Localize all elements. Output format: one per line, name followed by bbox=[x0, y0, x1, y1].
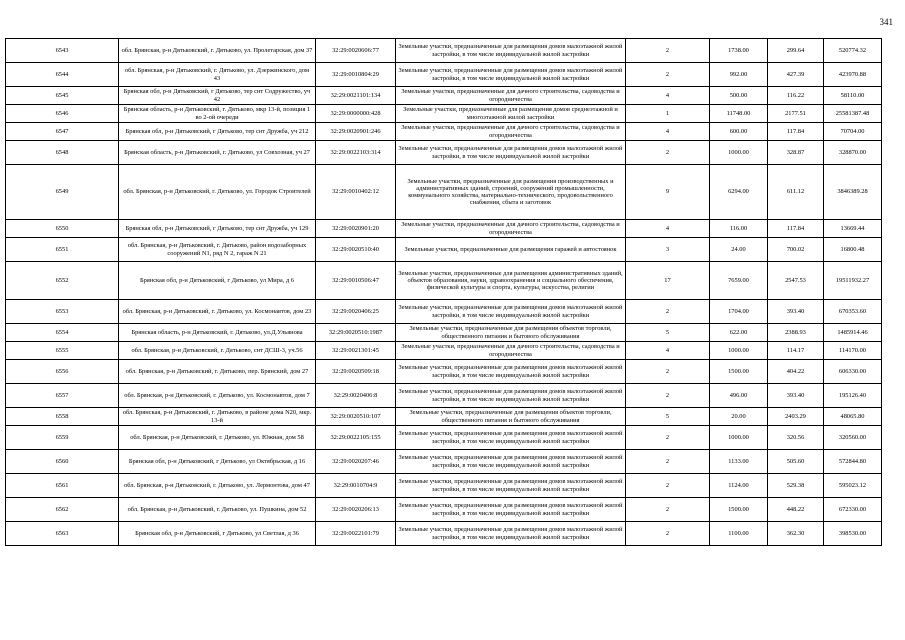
cell-area: 1000.00 bbox=[710, 426, 768, 450]
cell-cadastral-value: 48065.80 bbox=[824, 408, 882, 426]
cell-address: обл. Брянская, р-н Дятьковский, г. Дятьково, снт ДСШ-3, уч.56 bbox=[119, 342, 316, 360]
cell-group: 4 bbox=[626, 123, 710, 141]
cell-cadastral-value: 70704.00 bbox=[824, 123, 882, 141]
cell-specific-value: 404.22 bbox=[768, 360, 824, 384]
cell-cadastral-number: 32:29:0010506:47 bbox=[316, 262, 396, 300]
table-row bbox=[6, 522, 882, 546]
cell-area: 622.00 bbox=[710, 324, 768, 342]
cell-cadastral-value: 398530.00 bbox=[824, 522, 882, 546]
cell-cadastral-value: 58110.00 bbox=[824, 87, 882, 105]
table-row bbox=[6, 63, 882, 87]
cell-land-purpose: Земельные участки, предназначенные для дачного строительства, садоводства и огородничества bbox=[396, 87, 626, 105]
table-row bbox=[6, 384, 882, 408]
cell-group: 2 bbox=[626, 63, 710, 87]
cell-area: 992.00 bbox=[710, 63, 768, 87]
cell-specific-value: 448.22 bbox=[768, 498, 824, 522]
cell-area: 496.00 bbox=[710, 384, 768, 408]
cell-specific-value: 328.87 bbox=[768, 141, 824, 165]
cell-specific-value: 2547.53 bbox=[768, 262, 824, 300]
cell-specific-value: 117.84 bbox=[768, 220, 824, 238]
cell-group: 2 bbox=[626, 39, 710, 63]
cell-group: 2 bbox=[626, 474, 710, 498]
cell-specific-value: 427.39 bbox=[768, 63, 824, 87]
cell-cadastral-value: 19511932.27 bbox=[824, 262, 882, 300]
cell-cadastral-number: 32:29:0020901:246 bbox=[316, 123, 396, 141]
cell-cadastral-number: 32:29:0020406:8 bbox=[316, 384, 396, 408]
cell-area: 1500.00 bbox=[710, 360, 768, 384]
cell-id: 6554 bbox=[6, 324, 119, 342]
cell-group: 2 bbox=[626, 522, 710, 546]
cell-area: 6294.00 bbox=[710, 165, 768, 220]
cell-specific-value: 700.02 bbox=[768, 238, 824, 262]
table-row bbox=[6, 426, 882, 450]
cell-address: обл. Брянская, р-н Дятьковский, г. Дятьково, ул. Пролетарская, дом 37 bbox=[119, 39, 316, 63]
cell-land-purpose: Земельные участки, предназначенные для размещения гаражей и автостоянок bbox=[396, 238, 626, 262]
cell-address: обл. Брянская, р-н Дятьковский, г. Дятьково, пер. Брянский, дом 27 bbox=[119, 360, 316, 384]
cell-cadastral-number: 32:29:0020510:107 bbox=[316, 408, 396, 426]
cell-area: 1133.00 bbox=[710, 450, 768, 474]
cell-specific-value: 505.60 bbox=[768, 450, 824, 474]
cell-land-purpose: Земельные участки, предназначенные для размещения домов малоэтажной жилой застройки, в том числе индивидуальной жилой застройки bbox=[396, 63, 626, 87]
cell-specific-value: 2177.51 bbox=[768, 105, 824, 123]
table-row bbox=[6, 342, 882, 360]
cell-address: обл. Брянская, р-н Дятьковский, г. Дятьково, ул. Городок Строителей bbox=[119, 165, 316, 220]
cell-land-purpose: Земельные участки, предназначенные для размещения объектов торговли, общественного питания и бытового обслуживания bbox=[396, 324, 626, 342]
cell-cadastral-value: 423970.88 bbox=[824, 63, 882, 87]
cell-area: 7659.00 bbox=[710, 262, 768, 300]
cell-area: 20.00 bbox=[710, 408, 768, 426]
cell-cadastral-number: 32:29:0010402:12 bbox=[316, 165, 396, 220]
cell-area: 600.00 bbox=[710, 123, 768, 141]
cell-group: 5 bbox=[626, 408, 710, 426]
cell-address: обл. Брянская, р-н Дятьковский, г. Дятьково, ул. Южная, дом 58 bbox=[119, 426, 316, 450]
cell-specific-value: 611.12 bbox=[768, 165, 824, 220]
cell-land-purpose: Земельные участки, предназначенные для размещения домов малоэтажной жилой застройки, в том числе индивидуальной жилой застройки bbox=[396, 474, 626, 498]
cell-cadastral-number: 32:29:0022101:79 bbox=[316, 522, 396, 546]
cell-cadastral-number: 32:29:0020606:77 bbox=[316, 39, 396, 63]
cell-address: Брянская область, р-н Дятьковский, г. Дятьково, мкр 13-й, позиция 1 во 2-ой очереди bbox=[119, 105, 316, 123]
cell-specific-value: 393.40 bbox=[768, 300, 824, 324]
cell-group: 4 bbox=[626, 87, 710, 105]
cell-id: 6551 bbox=[6, 238, 119, 262]
table-body bbox=[6, 39, 882, 546]
cell-id: 6550 bbox=[6, 220, 119, 238]
table-row bbox=[6, 450, 882, 474]
cell-land-purpose: Земельные участки, предназначенные для дачного строительства, садоводства и огородничества bbox=[396, 123, 626, 141]
cell-land-purpose: Земельные участки, предназначенные для размещения объектов торговли, общественного питания и бытового обслуживания bbox=[396, 408, 626, 426]
cell-cadastral-number: 32:29:0020509:18 bbox=[316, 360, 396, 384]
cell-id: 6549 bbox=[6, 165, 119, 220]
cell-id: 6545 bbox=[6, 87, 119, 105]
cell-specific-value: 116.22 bbox=[768, 87, 824, 105]
cell-id: 6544 bbox=[6, 63, 119, 87]
cell-land-purpose: Земельные участки, предназначенные для размещения домов малоэтажной жилой застройки, в том числе индивидуальной жилой застройки bbox=[396, 360, 626, 384]
cell-cadastral-value: 572844.80 bbox=[824, 450, 882, 474]
cell-cadastral-number: 32:29:0010804:29 bbox=[316, 63, 396, 87]
cell-cadastral-value: 16800.48 bbox=[824, 238, 882, 262]
table-row bbox=[6, 87, 882, 105]
cell-id: 6548 bbox=[6, 141, 119, 165]
cell-address: обл. Брянская, р-н Дятьковский, г. Дятьково, ул. Дзержинского, дом 43 bbox=[119, 63, 316, 87]
cell-specific-value: 299.64 bbox=[768, 39, 824, 63]
cell-area: 1000.00 bbox=[710, 342, 768, 360]
table-row bbox=[6, 220, 882, 238]
cell-id: 6552 bbox=[6, 262, 119, 300]
cell-specific-value: 117.84 bbox=[768, 123, 824, 141]
table-row bbox=[6, 165, 882, 220]
cell-cadastral-number: 32:29:0020406:25 bbox=[316, 300, 396, 324]
cell-group: 17 bbox=[626, 262, 710, 300]
cell-cadastral-value: 606330.00 bbox=[824, 360, 882, 384]
cell-area: 1500.00 bbox=[710, 498, 768, 522]
cell-address: обл. Брянская, р-н Дятьковский, г. Дятьково, район водозаборных сооружений N1, ряд N 2, гараж N 21 bbox=[119, 238, 316, 262]
cell-address: обл. Брянская, р-н Дятьковский, г. Дятьково, ул. Пушкина, дом 52 bbox=[119, 498, 316, 522]
table-row bbox=[6, 360, 882, 384]
cell-specific-value: 2388.93 bbox=[768, 324, 824, 342]
cell-id: 6546 bbox=[6, 105, 119, 123]
cell-group: 2 bbox=[626, 300, 710, 324]
cell-id: 6557 bbox=[6, 384, 119, 408]
cell-group: 2 bbox=[626, 498, 710, 522]
cell-land-purpose: Земельные участки, предназначенные для размещения домов малоэтажной жилой застройки, в том числе индивидуальной жилой застройки bbox=[396, 426, 626, 450]
table-row bbox=[6, 141, 882, 165]
cell-land-purpose: Земельные участки, предназначенные для размещения домов малоэтажной жилой застройки, в том числе индивидуальной жилой застройки bbox=[396, 384, 626, 408]
cell-area: 116.00 bbox=[710, 220, 768, 238]
cell-address: Брянская обл, р-н Дятьковский, г Дятьково, тер снт Дружба, уч 212 bbox=[119, 123, 316, 141]
cell-land-purpose: Земельные участки, предназначенные для размещения производственных и административных зданий, строений, сооружений промышленности, коммунального хозяйства, материально-технического, продовольственного снабжения, сбыта и заготовок bbox=[396, 165, 626, 220]
cell-cadastral-number: 32:29:0020206:13 bbox=[316, 498, 396, 522]
cell-address: Брянская обл, р-н Дятьковский, г Дятьково, ул Мира, д 6 bbox=[119, 262, 316, 300]
cell-land-purpose: Земельные участки, предназначенные для размещения домов малоэтажной жилой застройки, в том числе индивидуальной жилой застройки bbox=[396, 450, 626, 474]
cell-cadastral-value: 25581387.48 bbox=[824, 105, 882, 123]
cell-land-purpose: Земельные участки, предназначенные для размещения домов малоэтажной жилой застройки, в том числе индивидуальной жилой застройки bbox=[396, 498, 626, 522]
cell-cadastral-number: 32:29:0020207:46 bbox=[316, 450, 396, 474]
cell-address: обл. Брянская, р-н Дятьковский, г. Дятьково, ул. Космонавтов, дом 7 bbox=[119, 384, 316, 408]
cell-id: 6555 bbox=[6, 342, 119, 360]
cell-group: 9 bbox=[626, 165, 710, 220]
cell-land-purpose: Земельные участки, предназначенные для дачного строительства, садоводства и огородничества bbox=[396, 342, 626, 360]
cell-land-purpose: Земельные участки, предназначенные для размещения домов малоэтажной жилой застройки, в том числе индивидуальной жилой застройки bbox=[396, 300, 626, 324]
cell-cadastral-value: 520774.32 bbox=[824, 39, 882, 63]
cell-land-purpose: Земельные участки, предназначенные для дачного строительства, садоводства и огородничества bbox=[396, 220, 626, 238]
cell-address: обл. Брянская, р-н Дятьковский, г. Дятьково, ул. Космонавтов, дом 23 bbox=[119, 300, 316, 324]
cell-area: 1100.00 bbox=[710, 522, 768, 546]
land-registry-table bbox=[5, 38, 882, 546]
cell-address: Брянская обл, р-н Дятьковский, г Дятьково, ул Октябрьская, д 16 bbox=[119, 450, 316, 474]
cell-cadastral-number: 32:29:0020510:40 bbox=[316, 238, 396, 262]
cell-cadastral-number: 32:29:0021101:134 bbox=[316, 87, 396, 105]
table-row bbox=[6, 262, 882, 300]
cell-group: 4 bbox=[626, 220, 710, 238]
cell-cadastral-number: 32:29:0000000:428 bbox=[316, 105, 396, 123]
cell-land-purpose: Земельные участки, предназначенные для размещения домов малоэтажной жилой застройки, в том числе индивидуальной жилой застройки bbox=[396, 141, 626, 165]
cell-cadastral-value: 195126.40 bbox=[824, 384, 882, 408]
table-row bbox=[6, 498, 882, 522]
cell-area: 500.00 bbox=[710, 87, 768, 105]
cell-group: 2 bbox=[626, 360, 710, 384]
cell-id: 6553 bbox=[6, 300, 119, 324]
table-row bbox=[6, 39, 882, 63]
cell-cadastral-value: 13669.44 bbox=[824, 220, 882, 238]
cell-specific-value: 2403.29 bbox=[768, 408, 824, 426]
cell-id: 6560 bbox=[6, 450, 119, 474]
cell-address: Брянская обл, р-н Дятьковский, г Дятьково, тер снт Содружество, уч 42 bbox=[119, 87, 316, 105]
table-row bbox=[6, 474, 882, 498]
page-number: 341 bbox=[879, 17, 893, 27]
table-row bbox=[6, 123, 882, 141]
cell-area: 1000.00 bbox=[710, 141, 768, 165]
cell-cadastral-number: 32:29:0020510:1987 bbox=[316, 324, 396, 342]
table-row bbox=[6, 238, 882, 262]
cell-specific-value: 114.17 bbox=[768, 342, 824, 360]
cell-cadastral-number: 32:29:0022103:314 bbox=[316, 141, 396, 165]
cell-cadastral-value: 1485914.46 bbox=[824, 324, 882, 342]
cell-area: 1124.00 bbox=[710, 474, 768, 498]
cell-address: Брянская обл, р-н Дятьковский, г Дятьково, ул Светлая, д 36 bbox=[119, 522, 316, 546]
cell-group: 1 bbox=[626, 105, 710, 123]
cell-cadastral-value: 114170.00 bbox=[824, 342, 882, 360]
cell-id: 6558 bbox=[6, 408, 119, 426]
table-row bbox=[6, 408, 882, 426]
cell-id: 6556 bbox=[6, 360, 119, 384]
cell-group: 2 bbox=[626, 426, 710, 450]
cell-specific-value: 320.56 bbox=[768, 426, 824, 450]
cell-cadastral-number: 32:29:0022105:155 bbox=[316, 426, 396, 450]
cell-cadastral-number: 32:29:0021301:45 bbox=[316, 342, 396, 360]
cell-address: обл. Брянская, р-н Дятьковский, г. Дятьково, ул. Лермонтова, дом 47 bbox=[119, 474, 316, 498]
cell-specific-value: 529.38 bbox=[768, 474, 824, 498]
cell-id: 6559 bbox=[6, 426, 119, 450]
cell-land-purpose: Земельные участки, предназначенные для размещения административных зданий, объектов образования, науки, здравоохранения и социального обеспечения, физической культуры и спорта, культуры, искусства, религии bbox=[396, 262, 626, 300]
cell-id: 6563 bbox=[6, 522, 119, 546]
cell-address: обл. Брянская, р-н Дятьковский, г. Дятьково, в районе дома N20, мкр. 13-й bbox=[119, 408, 316, 426]
cell-id: 6562 bbox=[6, 498, 119, 522]
cell-area: 24.00 bbox=[710, 238, 768, 262]
cell-cadastral-value: 595023.12 bbox=[824, 474, 882, 498]
cell-cadastral-value: 670353.60 bbox=[824, 300, 882, 324]
cell-group: 2 bbox=[626, 450, 710, 474]
cell-id: 6543 bbox=[6, 39, 119, 63]
cell-cadastral-number: 32:29:0020901:20 bbox=[316, 220, 396, 238]
cell-group: 3 bbox=[626, 238, 710, 262]
cell-area: 11748.00 bbox=[710, 105, 768, 123]
cell-specific-value: 393.40 bbox=[768, 384, 824, 408]
table-row bbox=[6, 300, 882, 324]
table-row bbox=[6, 324, 882, 342]
cell-land-purpose: Земельные участки, предназначенные для размещения домов малоэтажной жилой застройки, в том числе индивидуальной жилой застройки bbox=[396, 522, 626, 546]
cell-group: 2 bbox=[626, 384, 710, 408]
cell-group: 2 bbox=[626, 141, 710, 165]
cell-specific-value: 362.30 bbox=[768, 522, 824, 546]
cell-area: 1738.00 bbox=[710, 39, 768, 63]
cell-land-purpose: Земельные участки, предназначенные для размещения домов малоэтажной жилой застройки, в том числе индивидуальной жилой застройки bbox=[396, 39, 626, 63]
cell-id: 6561 bbox=[6, 474, 119, 498]
cell-group: 4 bbox=[626, 342, 710, 360]
cell-group: 5 bbox=[626, 324, 710, 342]
cell-address: Брянская обл, р-н Дятьковский, г Дятьково, тер снт Дружба, уч 129 bbox=[119, 220, 316, 238]
cell-cadastral-value: 320560.00 bbox=[824, 426, 882, 450]
cell-cadastral-value: 3846389.28 bbox=[824, 165, 882, 220]
cell-cadastral-number: 32:29:0010704:9 bbox=[316, 474, 396, 498]
cell-id: 6547 bbox=[6, 123, 119, 141]
cell-land-purpose: Земельные участки, предназначенные для размещения домов среднеэтажной и многоэтажной жилой застройки bbox=[396, 105, 626, 123]
cell-address: Брянская область, р-н Дятьковский, г. Дятьково, ул Совхозная, уч 27 bbox=[119, 141, 316, 165]
cell-cadastral-value: 672330.00 bbox=[824, 498, 882, 522]
cell-area: 1704.00 bbox=[710, 300, 768, 324]
cell-cadastral-value: 328870.00 bbox=[824, 141, 882, 165]
cell-address: Брянская область, р-н Дятьковский, г. Дятьково, ул.Д.Ульянова bbox=[119, 324, 316, 342]
table-row bbox=[6, 105, 882, 123]
